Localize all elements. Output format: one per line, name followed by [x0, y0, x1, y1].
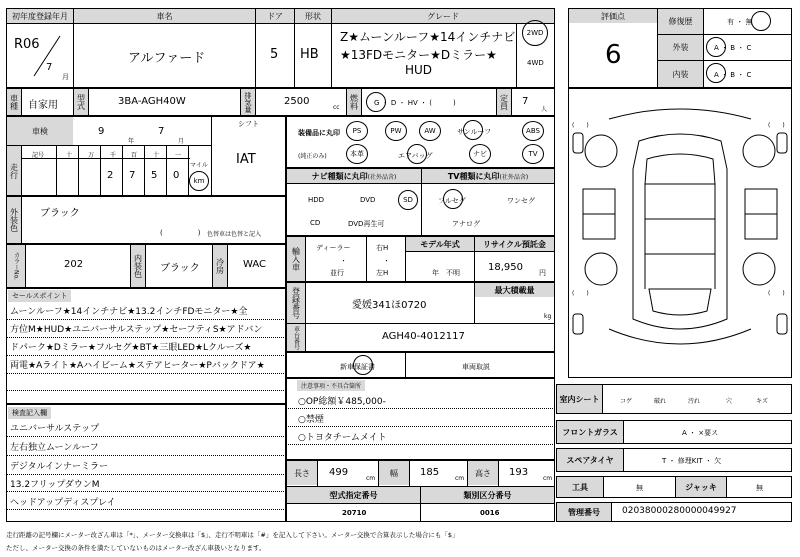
length-value: 499 [329, 467, 349, 478]
new-warranty: 新車保証書 [340, 363, 375, 371]
sales-line-3: ドパーク★Dミラー★フルセグ★BT★三眼LED★Lクルーズ★ [10, 343, 252, 353]
equip-airbag: エアバッグ [398, 152, 433, 160]
notes-line-2: ○禁煙 [298, 415, 324, 425]
equip-sunroof: サンルーフ [457, 128, 492, 136]
mileage-sub: 記号 [32, 152, 45, 159]
spare-options: T ・ 修理KIT ・ 欠 [662, 457, 722, 465]
sales-line-2: 方位M★HUD★ユニバーサルステップ★セーフティS★アドバン [10, 325, 263, 335]
digit-head-5: 十 [153, 152, 160, 159]
digit-head-3: 千 [110, 152, 117, 159]
sales-line-4: 両電★Aライト★Aハイビーム★ステアヒーター★Pバックドア★ [10, 361, 265, 371]
interior-color-value: ブラック [160, 263, 200, 274]
equip-navi: ナビ [469, 144, 491, 164]
inspection-label: 車検 [7, 117, 73, 145]
model-year-value: 年 不明 [432, 269, 460, 277]
first-reg-header: 初年度登録年月 [7, 9, 73, 23]
recycle-label: リサイクル預託金 [475, 237, 554, 251]
equipment-label-sub: (純正のみ) [298, 153, 327, 160]
mileage-unit-label: マイル [190, 162, 208, 169]
fuel-options: G ・ D ・ HV ・ ( ) [374, 99, 456, 107]
colorno-value: 202 [64, 259, 84, 270]
displacement-unit: cc [333, 104, 340, 111]
digit-2: 2 [107, 170, 114, 181]
exterior-options: A ・ B ・ C [714, 44, 752, 52]
equip-airbag-circle [407, 144, 427, 164]
digit-5: 0 [173, 170, 180, 181]
new-warranty-circle [353, 355, 373, 375]
import-parallel: 並行 [330, 269, 344, 277]
navi-dvd: DVD [360, 196, 376, 204]
digit-3: 7 [129, 170, 136, 181]
import-dealer: ディーラー [316, 244, 351, 252]
exterior-a-circle [706, 37, 726, 57]
chassis-value: AGH40-4012117 [382, 331, 465, 342]
tv-analog: アナログ [452, 220, 480, 228]
width-value: 185 [420, 467, 440, 478]
inspection-month-unit: 月 [178, 138, 185, 145]
interior-label: 内装 [658, 61, 703, 87]
navi-dvd-play: DVD再生可 [348, 220, 385, 228]
width-unit: cm [455, 475, 465, 482]
car-name-value: アルファード [128, 51, 206, 66]
capacity-value: 7 [522, 96, 529, 107]
navi-cd: CD [310, 219, 321, 227]
length-label: 長さ [287, 461, 317, 485]
color-label: 外装色 [7, 197, 21, 243]
diagram-paren-1: ( ) [572, 122, 589, 129]
inspection-year: 9 [98, 126, 105, 137]
registration-value: 愛媛341ほ0720 [352, 300, 427, 311]
diagram-paren-3: ( ) [572, 290, 589, 297]
notes-line-3: ○トヨタチームメイト [298, 433, 387, 443]
interior-options: A ・ B ・ C [714, 71, 752, 79]
car-damage-diagram [569, 89, 791, 377]
type-cert-value: 20710 [342, 509, 367, 517]
jack-label: ジャッキ [676, 477, 726, 497]
first-reg-month-unit: 月 [62, 73, 69, 81]
mileage-label: 走行 [7, 146, 21, 195]
shape-header: 形状 [295, 9, 331, 23]
repair-label: 修復歴 [658, 9, 703, 34]
navi-header: ナビ種類に丸印 (社外品含) [287, 169, 421, 183]
registration-label: 登録番号 [287, 283, 305, 323]
height-unit: cm [543, 475, 553, 482]
mileage-km-circle: km [189, 171, 209, 191]
tv-fullseg-circle [443, 189, 463, 209]
first-reg-value: R06 [14, 37, 40, 52]
seat-label: 室内シート [557, 385, 602, 413]
import-left-h: 左H [376, 269, 389, 277]
digit-head-2: 万 [88, 152, 95, 159]
repair-options: 有 ・ 無 [727, 18, 753, 26]
inspection-year-unit: 年 [128, 138, 135, 145]
grade-header: グレード [332, 9, 554, 23]
shape-value: HB [300, 47, 319, 62]
grade-line2: ★13FDモニター★Dミラー★ [340, 48, 497, 62]
sales-line-1: ムーンルーフ★14インチナビ★13.2インチFDモニター★全 [10, 307, 248, 317]
docs-table [286, 352, 555, 378]
color-value: ブラック [40, 208, 80, 219]
score-header: 評価点 [569, 9, 657, 23]
tv-fullseg: フルセグ [438, 197, 466, 205]
capacity-unit: 人 [541, 106, 548, 113]
digit-head-1: 十 [66, 152, 73, 159]
class-label: 類別区分番号 [421, 487, 554, 503]
score-value: 6 [605, 40, 622, 70]
usage-value: 自家用 [28, 100, 58, 111]
seat-item-1: コゲ [620, 398, 633, 405]
color-note: 色替車は色替と記入 [207, 231, 262, 238]
capacity-label: 定員 [497, 89, 511, 115]
exterior-label: 外装 [658, 35, 703, 60]
grade-line1: Z★ムーンルーフ★14インチナビ [340, 30, 516, 44]
model-label: 型式 [74, 89, 88, 115]
digit-4: 5 [151, 170, 158, 181]
color-note-paren: ( ) [160, 229, 201, 237]
tv-header: TV種類に丸印 (社外品含) [422, 169, 554, 183]
drive-4wd: 4WD [527, 59, 544, 67]
recycle-unit: 円 [539, 269, 546, 277]
inspector-line-3: デジタルインナーミラー [10, 462, 109, 472]
length-unit: cm [366, 475, 376, 482]
seat-item-3: 汚れ [688, 398, 701, 405]
equipment-label: 装備品に丸印 [298, 129, 340, 137]
mgmt-value: 02038000280000049927 [622, 506, 737, 516]
tools-value: 無 [636, 484, 643, 492]
max-load-label: 最大積載量 [475, 283, 554, 297]
mgmt-label: 管理番号 [557, 503, 611, 521]
fuel-g-circle [366, 92, 386, 112]
diagram-paren-2: ( ) [768, 122, 785, 129]
ac-value: WAC [243, 259, 266, 270]
equip-ps: PS [346, 121, 368, 141]
tv-oneseg: ワンセグ [507, 197, 535, 205]
import-label: 輸入車 [287, 237, 305, 281]
glass-label: フロントガラス [557, 421, 623, 443]
displacement-value: 2500 [284, 96, 310, 107]
inspector-line-5: ヘッドアップディスプレイ [10, 498, 116, 508]
navi-sd: SD [398, 190, 418, 210]
diagram-paren-4: ( ) [768, 290, 785, 297]
doors-value: 5 [270, 47, 279, 62]
repair-none-circle [751, 11, 771, 31]
shift-label: シフト [238, 120, 259, 128]
sales-label: セールスポイント [8, 290, 71, 302]
digit-head-6: 一 [175, 152, 182, 159]
model-year-label: モデル年式 [406, 237, 474, 251]
chassis-label: 車台番号 [287, 324, 305, 351]
seat-item-5: キズ [756, 398, 768, 405]
equip-aw: AW [419, 121, 441, 141]
grade-line3: HUD [405, 63, 433, 77]
glass-options: A ・ ×要ス [682, 429, 719, 437]
tools-label: 工具 [557, 477, 603, 497]
colorno-label: カラーNo. [7, 245, 25, 287]
equip-leather: 本革 [346, 144, 368, 164]
max-load-unit: kg [544, 313, 552, 320]
equip-abs: ABS [522, 121, 544, 141]
digit-head-4: 百 [131, 152, 138, 159]
height-label: 高さ [468, 461, 498, 485]
model-value: 3BA-AGH40W [118, 96, 186, 107]
first-reg-month: 7 [46, 62, 53, 73]
seat-item-2: 破れ [654, 398, 667, 405]
equip-sunroof-circle [463, 120, 483, 140]
manual: 車両取説 [462, 363, 490, 371]
navi-hdd: HDD [308, 196, 325, 204]
inspector-line-2: 左右独立ムーンルーフ [10, 443, 99, 453]
equip-tv: TV [522, 144, 544, 164]
footer-line-2: ただし、メーター交換の条件を満たしていないものはメーター改ざん車扱いとなります。 [6, 544, 266, 552]
type-cert-label: 型式指定番号 [287, 487, 420, 503]
doors-header: ドア [256, 9, 294, 23]
width-label: 幅 [379, 461, 409, 485]
jack-value: 無 [756, 484, 763, 492]
recycle-value: 18,950 [488, 262, 523, 273]
inspection-month: 7 [158, 126, 165, 137]
inspector-line-4: 13.2フリップダウンM [10, 480, 100, 490]
notes-label: 注意事項・不具合箇所 [297, 380, 365, 391]
class-value: 0016 [480, 509, 500, 517]
import-right-h: 右H [376, 244, 389, 252]
spare-label: スペアタイヤ [557, 449, 623, 471]
fuel-label: 燃料 [347, 89, 361, 115]
drive-2wd-circled: 2WD [522, 20, 548, 46]
car-name-header: 車名 [74, 9, 255, 23]
usage-label: 車種 [7, 89, 21, 115]
equip-pw: PW [385, 121, 407, 141]
seat-item-4: 穴 [726, 398, 733, 405]
height-value: 193 [509, 467, 529, 478]
interior-a-circle [706, 63, 726, 83]
inspector-line-1: ユニバーサルステップ [10, 424, 100, 434]
inspector-label: 検査記入欄 [8, 407, 51, 419]
ac-label: 冷房 [213, 245, 227, 287]
shift-value: IAT [236, 152, 256, 167]
displacement-label: 排気量 [241, 89, 255, 115]
interior-color-label: 内装色 [131, 245, 145, 287]
footer-line-1: 走行距離の記号欄にメーター改ざん車は「*」、メーター交換車は「$」、走行不明車は「#」を記入して下さい。メーター交換で合算表示した場合にも「$」 [6, 531, 459, 539]
notes-line-1: ○OP総額￥485,000- [298, 397, 386, 407]
